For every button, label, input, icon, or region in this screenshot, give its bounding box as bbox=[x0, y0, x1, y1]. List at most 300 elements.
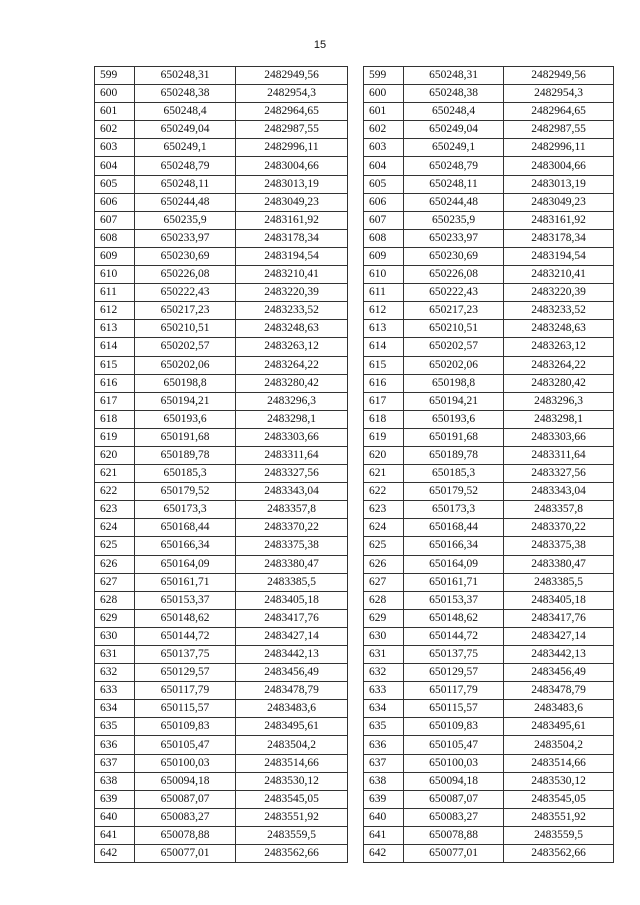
point-number-cell: 631 bbox=[364, 646, 404, 664]
y-coordinate-cell: 2483248,63 bbox=[236, 320, 348, 338]
point-number-cell: 631 bbox=[95, 646, 135, 664]
y-coordinate-cell: 2483298,1 bbox=[236, 410, 348, 428]
point-number-cell: 640 bbox=[364, 808, 404, 826]
x-coordinate-cell: 650191,68 bbox=[135, 428, 236, 446]
table-row bbox=[95, 700, 348, 718]
table-row bbox=[364, 646, 614, 664]
y-coordinate-cell: 2483514,66 bbox=[236, 754, 348, 772]
table-row bbox=[364, 519, 614, 537]
table-row bbox=[364, 845, 614, 863]
point-number-cell: 614 bbox=[364, 338, 404, 356]
table-row bbox=[95, 682, 348, 700]
x-coordinate-cell: 650202,06 bbox=[404, 356, 504, 374]
y-coordinate-cell: 2483303,66 bbox=[236, 428, 348, 446]
point-number-cell: 642 bbox=[364, 845, 404, 863]
table-row bbox=[95, 392, 348, 410]
table-row bbox=[364, 266, 614, 284]
point-number-cell: 638 bbox=[95, 772, 135, 790]
table-row bbox=[364, 736, 614, 754]
y-coordinate-cell: 2482987,55 bbox=[236, 121, 348, 139]
table-row bbox=[364, 446, 614, 464]
table-row bbox=[95, 374, 348, 392]
table-row bbox=[364, 157, 614, 175]
x-coordinate-cell: 650233,97 bbox=[135, 229, 236, 247]
table-row bbox=[364, 826, 614, 844]
point-number-cell: 624 bbox=[364, 519, 404, 537]
table-row bbox=[95, 573, 348, 591]
point-number-cell: 618 bbox=[364, 410, 404, 428]
point-number-cell: 621 bbox=[95, 465, 135, 483]
x-coordinate-cell: 650249,04 bbox=[404, 121, 504, 139]
y-coordinate-cell: 2483405,18 bbox=[236, 591, 348, 609]
x-coordinate-cell: 650226,08 bbox=[404, 266, 504, 284]
table-row bbox=[95, 410, 348, 428]
table-row bbox=[95, 356, 348, 374]
point-number-cell: 604 bbox=[364, 157, 404, 175]
table-row bbox=[364, 193, 614, 211]
x-coordinate-cell: 650129,57 bbox=[135, 664, 236, 682]
y-coordinate-cell: 2483296,3 bbox=[504, 392, 614, 410]
table-row bbox=[95, 646, 348, 664]
x-coordinate-cell: 650105,47 bbox=[404, 736, 504, 754]
point-number-cell: 611 bbox=[95, 284, 135, 302]
point-number-cell: 620 bbox=[364, 446, 404, 464]
table-row bbox=[364, 229, 614, 247]
x-coordinate-cell: 650166,34 bbox=[135, 537, 236, 555]
point-number-cell: 638 bbox=[364, 772, 404, 790]
point-number-cell: 632 bbox=[364, 664, 404, 682]
point-number-cell: 612 bbox=[95, 302, 135, 320]
x-coordinate-cell: 650148,62 bbox=[404, 609, 504, 627]
point-number-cell: 615 bbox=[95, 356, 135, 374]
x-coordinate-cell: 650168,44 bbox=[404, 519, 504, 537]
y-coordinate-cell: 2483456,49 bbox=[236, 664, 348, 682]
y-coordinate-cell: 2483013,19 bbox=[236, 175, 348, 193]
point-number-cell: 623 bbox=[95, 501, 135, 519]
point-number-cell: 611 bbox=[364, 284, 404, 302]
x-coordinate-cell: 650087,07 bbox=[135, 790, 236, 808]
x-coordinate-cell: 650105,47 bbox=[135, 736, 236, 754]
y-coordinate-cell: 2483427,14 bbox=[236, 627, 348, 645]
y-coordinate-cell: 2483478,79 bbox=[504, 682, 614, 700]
point-number-cell: 641 bbox=[95, 826, 135, 844]
table-row bbox=[95, 139, 348, 157]
point-number-cell: 616 bbox=[95, 374, 135, 392]
point-number-cell: 599 bbox=[364, 67, 404, 85]
point-number-cell: 600 bbox=[95, 85, 135, 103]
x-coordinate-cell: 650153,37 bbox=[135, 591, 236, 609]
point-number-cell: 605 bbox=[95, 175, 135, 193]
point-number-cell: 636 bbox=[95, 736, 135, 754]
point-number-cell: 635 bbox=[95, 718, 135, 736]
table-row bbox=[95, 772, 348, 790]
x-coordinate-cell: 650115,57 bbox=[404, 700, 504, 718]
table-row bbox=[364, 284, 614, 302]
y-coordinate-cell: 2483442,13 bbox=[504, 646, 614, 664]
table-row bbox=[95, 121, 348, 139]
table-row bbox=[364, 754, 614, 772]
y-coordinate-cell: 2483311,64 bbox=[504, 446, 614, 464]
table-row bbox=[95, 519, 348, 537]
x-coordinate-cell: 650164,09 bbox=[404, 555, 504, 573]
y-coordinate-cell: 2483504,2 bbox=[504, 736, 614, 754]
x-coordinate-cell: 650078,88 bbox=[404, 826, 504, 844]
y-coordinate-cell: 2483049,23 bbox=[504, 193, 614, 211]
x-coordinate-cell: 650244,48 bbox=[135, 193, 236, 211]
table-row bbox=[364, 501, 614, 519]
x-coordinate-cell: 650198,8 bbox=[135, 374, 236, 392]
point-number-cell: 636 bbox=[364, 736, 404, 754]
point-number-cell: 634 bbox=[95, 700, 135, 718]
x-coordinate-cell: 650248,11 bbox=[135, 175, 236, 193]
table-row bbox=[364, 483, 614, 501]
table-row bbox=[95, 754, 348, 772]
x-coordinate-cell: 650248,31 bbox=[135, 67, 236, 85]
point-number-cell: 615 bbox=[364, 356, 404, 374]
x-coordinate-cell: 650179,52 bbox=[404, 483, 504, 501]
y-coordinate-cell: 2483013,19 bbox=[504, 175, 614, 193]
x-coordinate-cell: 650109,83 bbox=[404, 718, 504, 736]
point-number-cell: 632 bbox=[95, 664, 135, 682]
point-number-cell: 627 bbox=[95, 573, 135, 591]
point-number-cell: 630 bbox=[364, 627, 404, 645]
x-coordinate-cell: 650168,44 bbox=[135, 519, 236, 537]
point-number-cell: 629 bbox=[364, 609, 404, 627]
x-coordinate-cell: 650179,52 bbox=[135, 483, 236, 501]
y-coordinate-cell: 2482964,65 bbox=[236, 103, 348, 121]
x-coordinate-cell: 650164,09 bbox=[135, 555, 236, 573]
point-number-cell: 639 bbox=[364, 790, 404, 808]
y-coordinate-cell: 2483327,56 bbox=[504, 465, 614, 483]
y-coordinate-cell: 2483280,42 bbox=[236, 374, 348, 392]
y-coordinate-cell: 2483495,61 bbox=[236, 718, 348, 736]
y-coordinate-cell: 2483263,12 bbox=[236, 338, 348, 356]
point-number-cell: 605 bbox=[364, 175, 404, 193]
table-row bbox=[364, 338, 614, 356]
table-row bbox=[95, 338, 348, 356]
y-coordinate-cell: 2483405,18 bbox=[504, 591, 614, 609]
x-coordinate-cell: 650117,79 bbox=[404, 682, 504, 700]
table-row bbox=[95, 845, 348, 863]
x-coordinate-cell: 650222,43 bbox=[135, 284, 236, 302]
y-coordinate-cell: 2483380,47 bbox=[504, 555, 614, 573]
table-row bbox=[364, 211, 614, 229]
point-number-cell: 610 bbox=[364, 266, 404, 284]
x-coordinate-cell: 650144,72 bbox=[135, 627, 236, 645]
point-number-cell: 609 bbox=[364, 247, 404, 265]
table-row bbox=[95, 826, 348, 844]
x-coordinate-cell: 650248,79 bbox=[135, 157, 236, 175]
table-row bbox=[95, 790, 348, 808]
y-coordinate-cell: 2483311,64 bbox=[236, 446, 348, 464]
table-row bbox=[364, 302, 614, 320]
point-number-cell: 623 bbox=[364, 501, 404, 519]
x-coordinate-cell: 650202,06 bbox=[135, 356, 236, 374]
y-coordinate-cell: 2483343,04 bbox=[504, 483, 614, 501]
table-row bbox=[364, 139, 614, 157]
x-coordinate-cell: 650248,38 bbox=[135, 85, 236, 103]
y-coordinate-cell: 2483504,2 bbox=[236, 736, 348, 754]
point-number-cell: 601 bbox=[364, 103, 404, 121]
x-coordinate-cell: 650210,51 bbox=[404, 320, 504, 338]
table-row bbox=[95, 157, 348, 175]
table-row bbox=[95, 537, 348, 555]
x-coordinate-cell: 650222,43 bbox=[404, 284, 504, 302]
point-number-cell: 618 bbox=[95, 410, 135, 428]
point-number-cell: 634 bbox=[364, 700, 404, 718]
point-number-cell: 608 bbox=[364, 229, 404, 247]
x-coordinate-cell: 650217,23 bbox=[135, 302, 236, 320]
x-coordinate-cell: 650194,21 bbox=[135, 392, 236, 410]
point-number-cell: 622 bbox=[95, 483, 135, 501]
point-number-cell: 613 bbox=[364, 320, 404, 338]
point-number-cell: 603 bbox=[364, 139, 404, 157]
y-coordinate-cell: 2483559,5 bbox=[236, 826, 348, 844]
y-coordinate-cell: 2483296,3 bbox=[236, 392, 348, 410]
y-coordinate-cell: 2483495,61 bbox=[504, 718, 614, 736]
x-coordinate-cell: 650210,51 bbox=[135, 320, 236, 338]
point-number-cell: 614 bbox=[95, 338, 135, 356]
y-coordinate-cell: 2483530,12 bbox=[504, 772, 614, 790]
x-coordinate-cell: 650129,57 bbox=[404, 664, 504, 682]
y-coordinate-cell: 2483483,6 bbox=[504, 700, 614, 718]
y-coordinate-cell: 2483380,47 bbox=[236, 555, 348, 573]
table-row bbox=[95, 211, 348, 229]
y-coordinate-cell: 2483456,49 bbox=[504, 664, 614, 682]
y-coordinate-cell: 2483530,12 bbox=[236, 772, 348, 790]
table-row bbox=[364, 67, 614, 85]
point-number-cell: 607 bbox=[364, 211, 404, 229]
x-coordinate-cell: 650202,57 bbox=[404, 338, 504, 356]
point-number-cell: 616 bbox=[364, 374, 404, 392]
x-coordinate-cell: 650217,23 bbox=[404, 302, 504, 320]
table-row bbox=[95, 501, 348, 519]
point-number-cell: 606 bbox=[364, 193, 404, 211]
y-coordinate-cell: 2483233,52 bbox=[236, 302, 348, 320]
point-number-cell: 637 bbox=[95, 754, 135, 772]
table-row bbox=[364, 808, 614, 826]
x-coordinate-cell: 650249,1 bbox=[404, 139, 504, 157]
y-coordinate-cell: 2483357,8 bbox=[236, 501, 348, 519]
table-row bbox=[364, 664, 614, 682]
point-number-cell: 606 bbox=[95, 193, 135, 211]
x-coordinate-cell: 650191,68 bbox=[404, 428, 504, 446]
point-number-cell: 639 bbox=[95, 790, 135, 808]
point-number-cell: 625 bbox=[95, 537, 135, 555]
page-number: 15 bbox=[313, 39, 327, 51]
y-coordinate-cell: 2483178,34 bbox=[504, 229, 614, 247]
x-coordinate-cell: 650235,9 bbox=[135, 211, 236, 229]
point-number-cell: 621 bbox=[364, 465, 404, 483]
x-coordinate-cell: 650248,79 bbox=[404, 157, 504, 175]
y-coordinate-cell: 2483327,56 bbox=[236, 465, 348, 483]
y-coordinate-cell: 2483562,66 bbox=[504, 845, 614, 863]
table-row bbox=[95, 67, 348, 85]
point-number-cell: 609 bbox=[95, 247, 135, 265]
x-coordinate-cell: 650087,07 bbox=[404, 790, 504, 808]
x-coordinate-cell: 650109,83 bbox=[135, 718, 236, 736]
x-coordinate-cell: 650083,27 bbox=[135, 808, 236, 826]
y-coordinate-cell: 2482949,56 bbox=[504, 67, 614, 85]
x-coordinate-cell: 650094,18 bbox=[135, 772, 236, 790]
x-coordinate-cell: 650094,18 bbox=[404, 772, 504, 790]
table-row bbox=[364, 103, 614, 121]
table-row bbox=[95, 555, 348, 573]
table-row bbox=[364, 591, 614, 609]
table-row bbox=[95, 320, 348, 338]
table-row bbox=[364, 247, 614, 265]
x-coordinate-cell: 650193,6 bbox=[135, 410, 236, 428]
table-row bbox=[364, 175, 614, 193]
table-row bbox=[364, 700, 614, 718]
x-coordinate-cell: 650248,4 bbox=[404, 103, 504, 121]
y-coordinate-cell: 2483178,34 bbox=[236, 229, 348, 247]
x-coordinate-cell: 650249,04 bbox=[135, 121, 236, 139]
table-row bbox=[364, 356, 614, 374]
y-coordinate-cell: 2482987,55 bbox=[504, 121, 614, 139]
table-row bbox=[364, 718, 614, 736]
table-row bbox=[364, 772, 614, 790]
table-row bbox=[364, 627, 614, 645]
y-coordinate-cell: 2482954,3 bbox=[504, 85, 614, 103]
point-number-cell: 617 bbox=[364, 392, 404, 410]
y-coordinate-cell: 2482996,11 bbox=[504, 139, 614, 157]
point-number-cell: 635 bbox=[364, 718, 404, 736]
table-row bbox=[364, 465, 614, 483]
y-coordinate-cell: 2483551,92 bbox=[236, 808, 348, 826]
x-coordinate-cell: 650148,62 bbox=[135, 609, 236, 627]
y-coordinate-cell: 2483370,22 bbox=[236, 519, 348, 537]
y-coordinate-cell: 2483478,79 bbox=[236, 682, 348, 700]
x-coordinate-cell: 650161,71 bbox=[135, 573, 236, 591]
table-row bbox=[95, 229, 348, 247]
x-coordinate-cell: 650161,71 bbox=[404, 573, 504, 591]
table-row bbox=[95, 591, 348, 609]
coordinates-table-left bbox=[94, 66, 348, 863]
x-coordinate-cell: 650230,69 bbox=[404, 247, 504, 265]
table-row bbox=[95, 718, 348, 736]
y-coordinate-cell: 2483263,12 bbox=[504, 338, 614, 356]
point-number-cell: 641 bbox=[364, 826, 404, 844]
x-coordinate-cell: 650248,38 bbox=[404, 85, 504, 103]
table-row bbox=[95, 483, 348, 501]
point-number-cell: 630 bbox=[95, 627, 135, 645]
y-coordinate-cell: 2483303,66 bbox=[504, 428, 614, 446]
x-coordinate-cell: 650100,03 bbox=[404, 754, 504, 772]
x-coordinate-cell: 650185,3 bbox=[404, 465, 504, 483]
table-row bbox=[95, 85, 348, 103]
y-coordinate-cell: 2483210,41 bbox=[236, 266, 348, 284]
y-coordinate-cell: 2483559,5 bbox=[504, 826, 614, 844]
point-number-cell: 633 bbox=[95, 682, 135, 700]
table-row bbox=[364, 682, 614, 700]
y-coordinate-cell: 2482954,3 bbox=[236, 85, 348, 103]
point-number-cell: 617 bbox=[95, 392, 135, 410]
y-coordinate-cell: 2483514,66 bbox=[504, 754, 614, 772]
x-coordinate-cell: 650144,72 bbox=[404, 627, 504, 645]
y-coordinate-cell: 2483248,63 bbox=[504, 320, 614, 338]
x-coordinate-cell: 650248,11 bbox=[404, 175, 504, 193]
point-number-cell: 629 bbox=[95, 609, 135, 627]
point-number-cell: 625 bbox=[364, 537, 404, 555]
y-coordinate-cell: 2483370,22 bbox=[504, 519, 614, 537]
point-number-cell: 601 bbox=[95, 103, 135, 121]
point-number-cell: 628 bbox=[95, 591, 135, 609]
x-coordinate-cell: 650233,97 bbox=[404, 229, 504, 247]
point-number-cell: 620 bbox=[95, 446, 135, 464]
table-row bbox=[95, 103, 348, 121]
table-row bbox=[364, 609, 614, 627]
x-coordinate-cell: 650249,1 bbox=[135, 139, 236, 157]
table-row bbox=[364, 410, 614, 428]
y-coordinate-cell: 2483385,5 bbox=[236, 573, 348, 591]
point-number-cell: 622 bbox=[364, 483, 404, 501]
x-coordinate-cell: 650137,75 bbox=[135, 646, 236, 664]
table-row bbox=[95, 446, 348, 464]
table-row bbox=[95, 736, 348, 754]
x-coordinate-cell: 650078,88 bbox=[135, 826, 236, 844]
point-number-cell: 600 bbox=[364, 85, 404, 103]
point-number-cell: 619 bbox=[95, 428, 135, 446]
point-number-cell: 633 bbox=[364, 682, 404, 700]
x-coordinate-cell: 650248,4 bbox=[135, 103, 236, 121]
y-coordinate-cell: 2483417,76 bbox=[236, 609, 348, 627]
point-number-cell: 599 bbox=[95, 67, 135, 85]
y-coordinate-cell: 2483220,39 bbox=[504, 284, 614, 302]
table-row bbox=[364, 320, 614, 338]
y-coordinate-cell: 2483483,6 bbox=[236, 700, 348, 718]
point-number-cell: 619 bbox=[364, 428, 404, 446]
point-number-cell: 607 bbox=[95, 211, 135, 229]
y-coordinate-cell: 2483194,54 bbox=[236, 247, 348, 265]
table-row bbox=[364, 121, 614, 139]
x-coordinate-cell: 650244,48 bbox=[404, 193, 504, 211]
x-coordinate-cell: 650100,03 bbox=[135, 754, 236, 772]
point-number-cell: 603 bbox=[95, 139, 135, 157]
x-coordinate-cell: 650077,01 bbox=[404, 845, 504, 863]
y-coordinate-cell: 2483562,66 bbox=[236, 845, 348, 863]
y-coordinate-cell: 2483004,66 bbox=[236, 157, 348, 175]
table-row bbox=[95, 664, 348, 682]
point-number-cell: 640 bbox=[95, 808, 135, 826]
y-coordinate-cell: 2483264,22 bbox=[504, 356, 614, 374]
y-coordinate-cell: 2483161,92 bbox=[236, 211, 348, 229]
coordinates-table-right bbox=[363, 66, 614, 863]
table-row bbox=[95, 465, 348, 483]
y-coordinate-cell: 2483427,14 bbox=[504, 627, 614, 645]
y-coordinate-cell: 2483280,42 bbox=[504, 374, 614, 392]
y-coordinate-cell: 2483551,92 bbox=[504, 808, 614, 826]
point-number-cell: 624 bbox=[95, 519, 135, 537]
x-coordinate-cell: 650173,3 bbox=[404, 501, 504, 519]
x-coordinate-cell: 650166,34 bbox=[404, 537, 504, 555]
table-row bbox=[95, 609, 348, 627]
x-coordinate-cell: 650115,57 bbox=[135, 700, 236, 718]
y-coordinate-cell: 2482949,56 bbox=[236, 67, 348, 85]
table-row bbox=[364, 428, 614, 446]
table-row bbox=[364, 537, 614, 555]
table-row bbox=[364, 555, 614, 573]
table-row bbox=[95, 175, 348, 193]
x-coordinate-cell: 650248,31 bbox=[404, 67, 504, 85]
point-number-cell: 626 bbox=[364, 555, 404, 573]
x-coordinate-cell: 650194,21 bbox=[404, 392, 504, 410]
y-coordinate-cell: 2483049,23 bbox=[236, 193, 348, 211]
table-row bbox=[364, 392, 614, 410]
x-coordinate-cell: 650153,37 bbox=[404, 591, 504, 609]
x-coordinate-cell: 650193,6 bbox=[404, 410, 504, 428]
y-coordinate-cell: 2483194,54 bbox=[504, 247, 614, 265]
